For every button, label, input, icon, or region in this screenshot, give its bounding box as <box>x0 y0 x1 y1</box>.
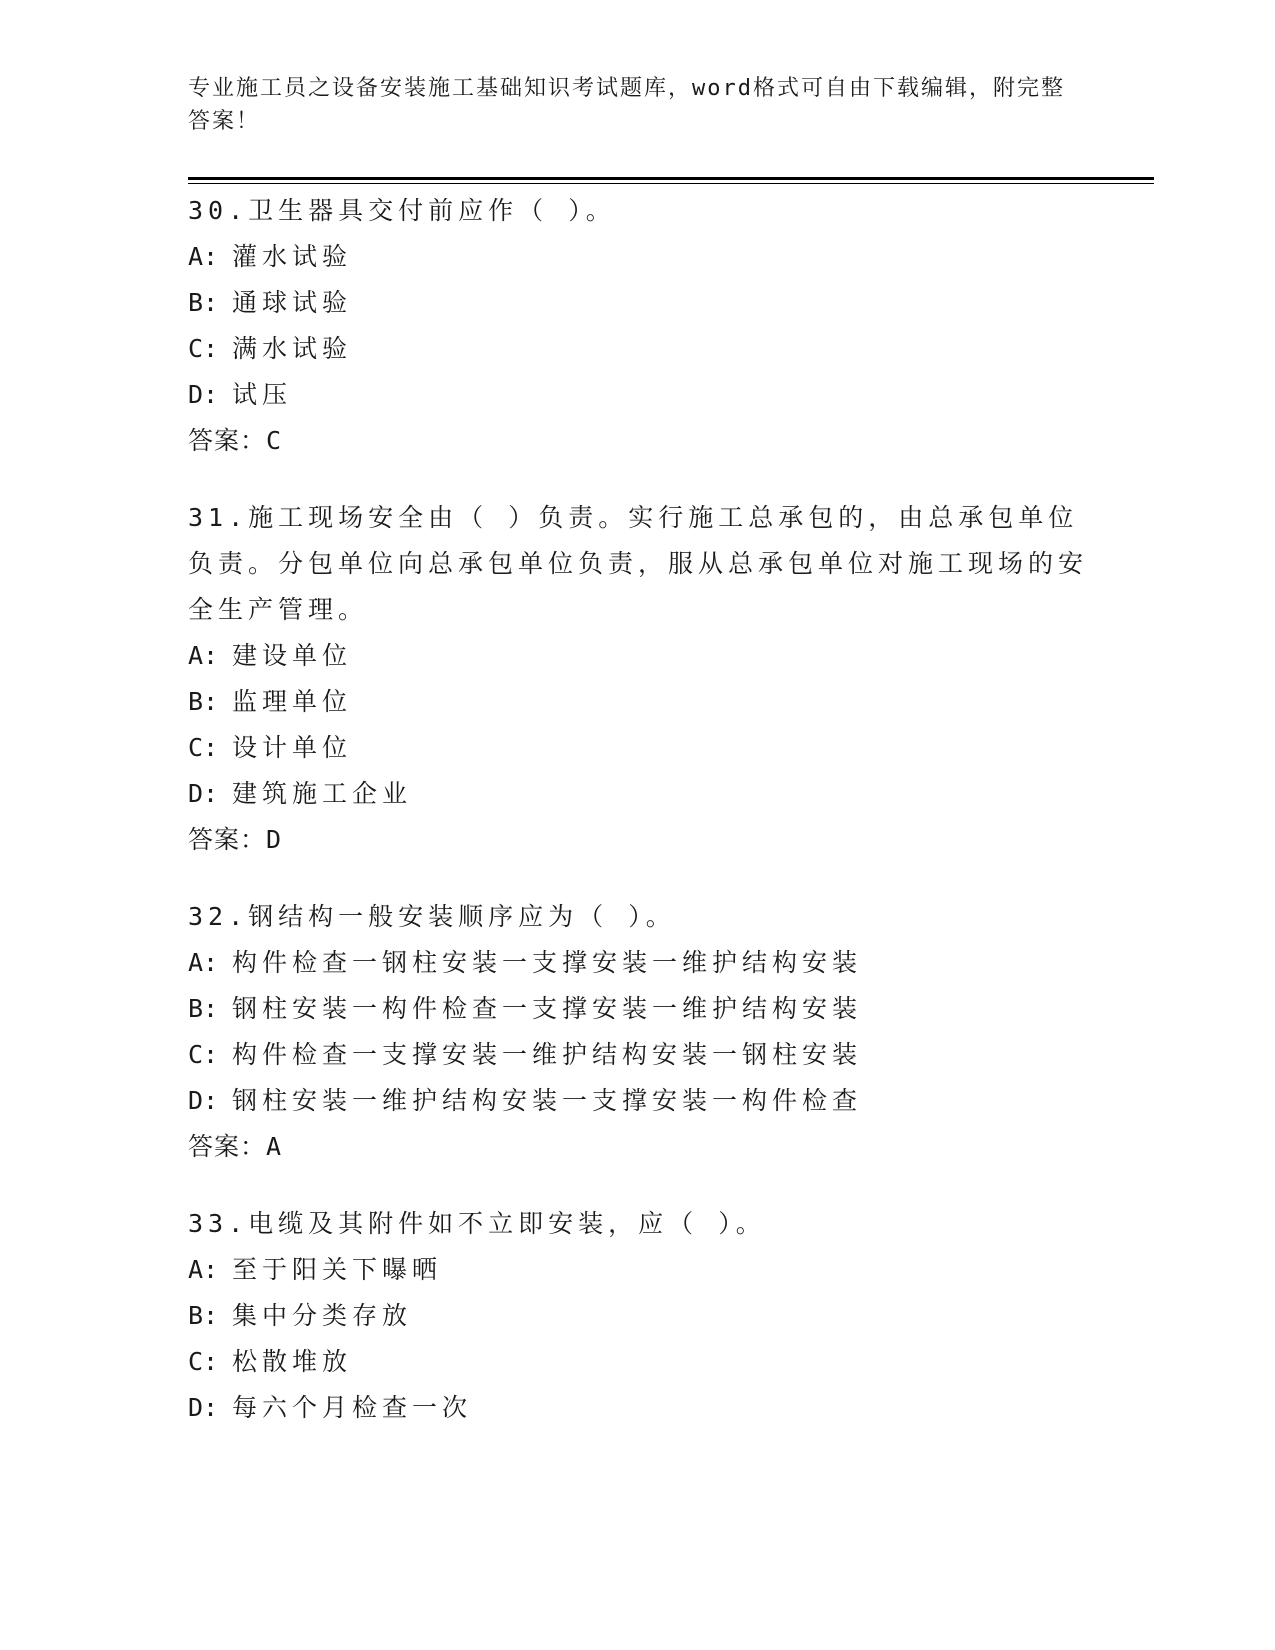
option-text: 试压 <box>232 380 293 409</box>
question-list <box>188 188 1088 1462</box>
question-stem: 32.钢结构一般安装顺序应为（ ）。 <box>188 902 676 931</box>
option-d <box>188 1078 1088 1124</box>
option-text: 构件检查一支撑安装一维护结构安装一钢柱安装 <box>232 1040 863 1069</box>
option-text: 监理单位 <box>232 687 353 716</box>
question-stem: 33.电缆及其附件如不立即安装，应（ ）。 <box>188 1209 766 1238</box>
option-d <box>188 771 1088 817</box>
answer-line: 答案：D <box>188 825 283 854</box>
option-b <box>188 986 1088 1032</box>
option-text: 至于阳关下曝晒 <box>232 1255 443 1284</box>
answer-line: 答案：A <box>188 1132 283 1161</box>
option-b <box>188 280 1088 326</box>
option-c <box>188 1339 1088 1385</box>
option-letter: A: <box>188 948 219 977</box>
option-text: 建筑施工企业 <box>232 779 413 808</box>
option-text: 集中分类存放 <box>232 1301 413 1330</box>
option-text: 灌水试验 <box>232 242 353 271</box>
question-31 <box>188 495 1088 863</box>
question-32 <box>188 894 1088 1170</box>
option-letter: D: <box>188 380 219 409</box>
answer-line: 答案：C <box>188 426 283 455</box>
option-text: 松散堆放 <box>232 1347 353 1376</box>
header-divider-thin <box>188 183 1154 184</box>
option-letter: C: <box>188 334 219 363</box>
option-letter: B: <box>188 1301 219 1330</box>
option-text: 钢柱安装一构件检查一支撑安装一维护结构安装 <box>232 994 863 1023</box>
option-letter: D: <box>188 779 219 808</box>
question-30 <box>188 188 1088 464</box>
option-letter: A: <box>188 242 219 271</box>
header-divider-thick <box>188 177 1154 180</box>
option-letter: C: <box>188 1347 219 1376</box>
option-b <box>188 679 1088 725</box>
option-a <box>188 234 1088 280</box>
option-c <box>188 326 1088 372</box>
option-a <box>188 633 1088 679</box>
option-letter: A: <box>188 1255 219 1284</box>
option-text: 通球试验 <box>232 288 353 317</box>
option-letter: C: <box>188 1040 219 1069</box>
option-letter: D: <box>188 1086 219 1115</box>
question-stem: 30.卫生器具交付前应作（ ）。 <box>188 196 616 225</box>
option-a <box>188 940 1088 986</box>
option-d <box>188 372 1088 418</box>
question-33 <box>188 1201 1088 1431</box>
option-letter: B: <box>188 288 219 317</box>
option-text: 建设单位 <box>232 641 353 670</box>
option-d <box>188 1385 1088 1431</box>
document-intro: 专业施工员之设备安装施工基础知识考试题库，word格式可自由下载编辑，附完整答案！ <box>188 76 1065 134</box>
option-a <box>188 1247 1088 1293</box>
option-b <box>188 1293 1088 1339</box>
option-c <box>188 1032 1088 1078</box>
option-text: 钢柱安装一维护结构安装一支撑安装一构件检查 <box>232 1086 863 1115</box>
option-letter: D: <box>188 1393 219 1422</box>
question-stem: 31.施工现场安全由（ ）负责。实行施工总承包的，由总承包单位负责。分包单位向总承包单位负责，服从总承包单位对施工现场的安全生产管理。 <box>188 503 1089 624</box>
option-letter: B: <box>188 687 219 716</box>
option-letter: C: <box>188 733 219 762</box>
option-letter: A: <box>188 641 219 670</box>
option-text: 每六个月检查一次 <box>232 1393 473 1422</box>
option-c <box>188 725 1088 771</box>
option-text: 构件检查一钢柱安装一支撑安装一维护结构安装 <box>232 948 863 977</box>
option-letter: B: <box>188 994 219 1023</box>
option-text: 满水试验 <box>232 334 353 363</box>
option-text: 设计单位 <box>232 733 353 762</box>
